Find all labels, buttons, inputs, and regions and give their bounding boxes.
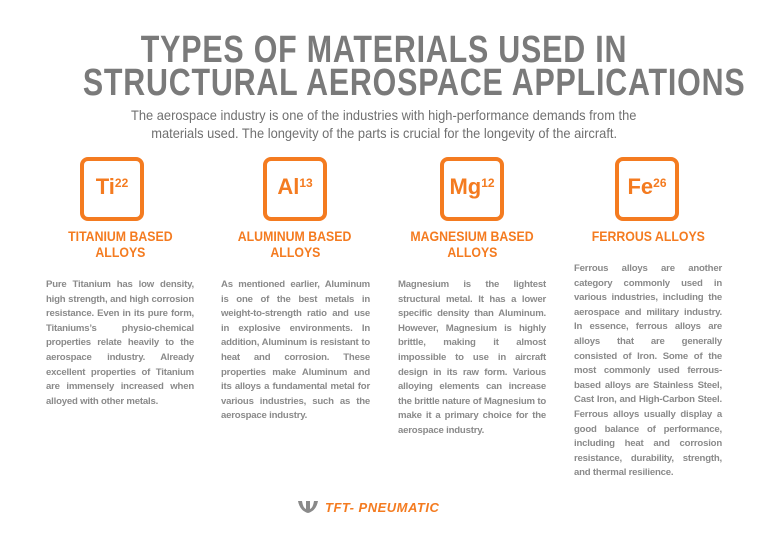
element-tile-mg [440, 157, 504, 221]
element-tile-al [263, 157, 327, 221]
element-tile-fe [615, 157, 679, 221]
material-heading: MAGNESIUM BASED ALLOYS [410, 228, 534, 260]
material-heading: ALUMINUM BASED ALLOYS [238, 228, 352, 260]
material-heading: FERROUS ALLOYS [591, 228, 705, 244]
element-symbol: Ti [95, 174, 115, 199]
atomic-number: 26 [653, 176, 667, 190]
material-description: Magnesium is the lightest structural metal. It has a lower specific density than Aluminum. However, Magnesium is highly brittle, making it almost impossible to use in aircraft design in its raw form. Various alloying elements can increase the brittle nature of Magnesium to make it a primary choice for the aerospace industry. [398, 279, 546, 436]
subtitle-line1: The aerospace industry is one of the industries with high-performance demands from the [131, 107, 637, 123]
element-symbol: Al [277, 174, 300, 199]
trident-logo-icon [297, 499, 319, 515]
material-heading: TITANIUM BASED ALLOYS [67, 228, 173, 260]
element-symbol: Fe [627, 174, 654, 199]
company-logo [297, 499, 439, 515]
page-title-line2: STRUCTURAL AEROSPACE APPLICATIONS [82, 62, 746, 104]
material-description: Ferrous alloys are another category commonly used in various industries, including the aerospace and military industry. In essence, ferrous alloys are alloys that are generally consisted of Iron. Some of the most commonly used ferrous-based alloys are Stainless Steel, Cast Iron, and High-Carbon Steel. Ferrous alloys usually display a good balance of performance, including heat and corrosion resistance, durability, strength, and thermal resilience. [574, 263, 722, 479]
page-title-line1: TYPES OF MATERIALS USED IN [140, 29, 628, 71]
atomic-number: 12 [481, 176, 495, 190]
element-tile-ti [80, 157, 144, 221]
material-description: Pure Titanium has low density, high strength, and high corrosion resistance. Even in its pure form, Titaniums’s physio-chemical properties relate heavily to the aerospace industry. Already excellent properties of Titanium are immensely increased when alloyed with other metals. [46, 279, 194, 407]
logo-text: TFT- PNEUMATIC [325, 499, 440, 515]
atomic-number: 22 [114, 176, 129, 190]
element-symbol: Mg [449, 174, 482, 199]
subtitle-line2: materials used. The longevity of the parts is crucial for the longevity of the aircraft. [151, 125, 617, 141]
atomic-number: 13 [299, 176, 313, 190]
material-description: As mentioned earlier, Aluminum is one of the best metals in weight-to-strength ratio and use in explosive environments. In addition, Aluminum is resistant to heat and corrosion. These properties make Aluminum and its alloys a fundamental metal for various industries, such as the aerospace industry. [221, 279, 370, 422]
